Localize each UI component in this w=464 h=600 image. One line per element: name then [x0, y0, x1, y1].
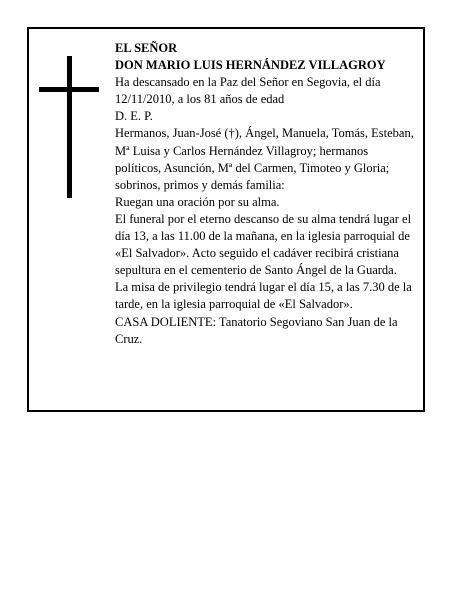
deceased-name: DON MARIO LUIS HERNÁNDEZ VILLAGROY	[115, 58, 386, 73]
obituary-notice	[27, 27, 425, 412]
funeral-details: El funeral por el eterno descanso de su alma tendrá lugar el día 13, a las 11.00 de la mañana, en la iglesia parroquial de «El Salvador». Acto seguido el cadáver recibirá cristiana sepultura en el cementerio de Santo Ángel de la Guarda.	[115, 211, 412, 278]
notice-title: EL SEÑOR	[115, 41, 178, 55]
death-announcement: Ha descansado en la Paz del Señor en Segovia, el día 12/11/2010, a los 81 años de edad	[115, 75, 381, 107]
notice-body	[115, 40, 415, 348]
prayer-request: Ruegan una oración por su alma.	[115, 194, 280, 209]
cross-horizontal-bar	[39, 87, 99, 92]
funeral-home: CASA DOLIENTE: Tanatorio Segoviano San Juan de la Cruz.	[115, 314, 398, 346]
family-list: Hermanos, Juan-José (†), Ángel, Manuela, Tomás, Esteban, Mª Luisa y Carlos Hernández Villagroy; hermanos políticos, Asunción, Mª del Carmen, Timoteo y Gloria; sobrinos, primos y demás familia:	[115, 126, 414, 192]
cross-icon	[39, 56, 99, 198]
cross-vertical-bar	[67, 56, 72, 198]
mass-details: La misa de privilegio tendrá lugar el día 15, a las 7.30 de la tarde, en la iglesia parroquial de «El Salvador».	[115, 280, 412, 312]
dep-line: D. E. P.	[115, 109, 153, 124]
